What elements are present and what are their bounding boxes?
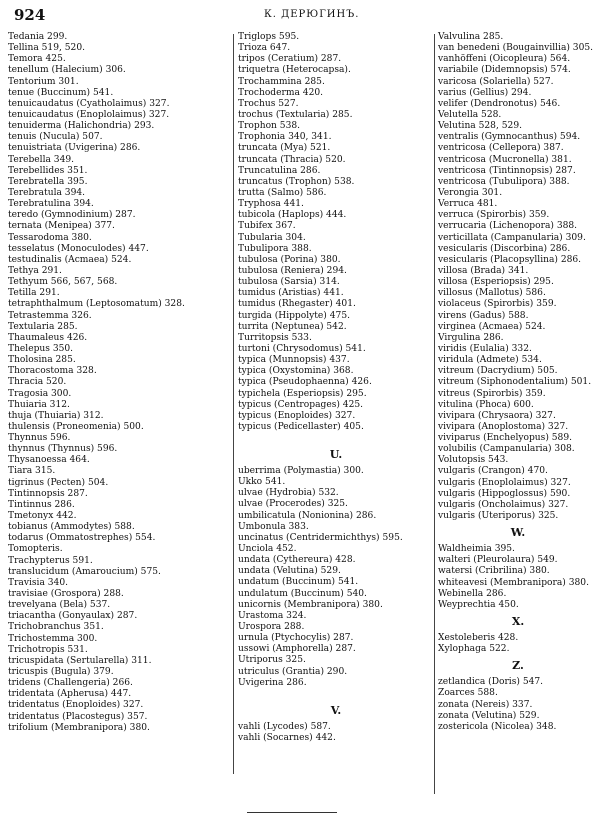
section-letter-z: Z. bbox=[512, 659, 524, 673]
entries-w bbox=[438, 544, 598, 611]
index-entry: viridis (Eulalia) 332. bbox=[438, 343, 532, 354]
entries-v bbox=[238, 722, 434, 744]
index-entry: vesicularis (Placopsyllina) 286. bbox=[438, 254, 582, 265]
index-entry: Trachypterus 591. bbox=[8, 555, 93, 566]
index-entry: tricuspidata (Sertularella) 311. bbox=[8, 655, 152, 666]
index-entry: Thuiaria 312. bbox=[8, 399, 70, 410]
index-entry: Webinella 286. bbox=[438, 588, 507, 599]
index-entry: teredo (Gymnodinium) 287. bbox=[8, 210, 136, 221]
entries-v-cont bbox=[438, 32, 598, 522]
index-entry: tricuspis (Bugula) 379. bbox=[8, 667, 114, 678]
index-entry: Tubularia 304. bbox=[238, 232, 306, 243]
index-entry: vulgaris (Enoplolaimus) 327. bbox=[438, 477, 571, 488]
index-entry: verruca (Spirorbis) 359. bbox=[438, 210, 550, 221]
index-entry: tumidus (Rhegaster) 401. bbox=[238, 299, 356, 310]
index-entry: violaceus (Spirorbis) 359. bbox=[438, 299, 557, 310]
index-entry: thynnus (Thynnus) 596. bbox=[8, 444, 118, 455]
page-header bbox=[14, 6, 586, 26]
index-entry: todarus (Ommatostrephes) 554. bbox=[8, 533, 156, 544]
index-entry: tumidus (Aristias) 441. bbox=[238, 288, 344, 299]
running-title: К. ДЕРЮГИНЪ. bbox=[264, 9, 360, 20]
section-letter-u: U. bbox=[329, 448, 343, 462]
index-entry: volubilis (Campanularia) 308. bbox=[438, 444, 575, 455]
index-entry: Tubifex 367. bbox=[238, 221, 296, 232]
index-entry: Thynnus 596. bbox=[8, 433, 71, 444]
index-entry: uncinatus (Centridermichthys) 595. bbox=[238, 532, 403, 543]
index-entry: tesselatus (Monoculodes) 447. bbox=[8, 243, 149, 254]
index-entry: Terebratulina 394. bbox=[8, 199, 94, 210]
index-entry: viridula (Admete) 534. bbox=[438, 355, 542, 366]
index-entry: viviparus (Enchelyopus) 589. bbox=[438, 433, 573, 444]
index-entry: Uvigerina 286. bbox=[238, 677, 307, 688]
index-entry: Tessarodoma 380. bbox=[8, 232, 92, 243]
index-entry: Tentorium 301. bbox=[8, 76, 79, 87]
index-entry: ventralis (Gymnocanthus) 594. bbox=[438, 132, 581, 143]
index-entry: Ukko 541. bbox=[238, 477, 286, 488]
index-entry: variabile (Didemnopsis) 574. bbox=[438, 65, 571, 76]
index-entry: zonata (Nereis) 337. bbox=[438, 699, 533, 710]
footer-rule bbox=[247, 812, 337, 813]
index-entry: typica (Oxystomina) 368. bbox=[238, 366, 354, 377]
index-entry: villosa (Brada) 341. bbox=[438, 265, 529, 276]
index-entry: turtoni (Chrysodomus) 541. bbox=[238, 343, 366, 354]
index-entry: undata (Velutina) 529. bbox=[238, 566, 341, 577]
index-entry: ulvae (Hydrobia) 532. bbox=[238, 488, 339, 499]
index-entry: Turritopsis 533. bbox=[238, 332, 312, 343]
index-entry: Tiara 315. bbox=[8, 466, 56, 477]
index-entry: Trochoderma 420. bbox=[238, 87, 324, 98]
index-entry: vitreus (Spirorbis) 359. bbox=[438, 388, 546, 399]
index-entry: Verruca 481. bbox=[438, 199, 498, 210]
index-entry: vitreum (Dacrydium) 505. bbox=[438, 366, 558, 377]
index-entry: Thoracostoma 328. bbox=[8, 366, 97, 377]
index-entry: Triglops 595. bbox=[238, 32, 300, 42]
index-entry: Terebella 349. bbox=[8, 154, 75, 165]
index-entry: urnula (Ptychocylis) 287. bbox=[238, 633, 354, 644]
index-entry: unicornis (Membranipora) 380. bbox=[238, 599, 383, 610]
index-entry: zetlandica (Doris) 547. bbox=[438, 677, 544, 688]
index-entry: Trichotropis 531. bbox=[8, 644, 88, 655]
index-entry: tubicola (Haplops) 444. bbox=[238, 210, 347, 221]
index-entry: Trophonia 340, 341. bbox=[238, 132, 332, 143]
index-entry: ventricosa (Tubulipora) 388. bbox=[438, 176, 570, 187]
index-entry: velifer (Dendronotus) 546. bbox=[438, 98, 561, 109]
index-entry: undulatum (Buccinum) 540. bbox=[238, 588, 367, 599]
index-entry: tenuis (Nucula) 507. bbox=[8, 132, 103, 143]
index-entry: umbilicatula (Nonionina) 286. bbox=[238, 510, 377, 521]
index-entry: Tmetonyx 442. bbox=[8, 511, 77, 522]
page-number: 924 bbox=[14, 6, 46, 24]
section-gap bbox=[238, 433, 434, 444]
index-entry: vulgaris (Oncholaimus) 327. bbox=[438, 499, 569, 510]
index-entry: trochus (Textularia) 285. bbox=[238, 109, 353, 120]
index-entry: Tetilla 291. bbox=[8, 288, 60, 299]
index-entry: Tragosia 300. bbox=[8, 388, 72, 399]
index-entry: villosa (Esperiopsis) 295. bbox=[438, 277, 554, 288]
index-entry: Tethyum 566, 567, 568. bbox=[8, 277, 118, 288]
index-entry: walteri (Pleurolaura) 549. bbox=[438, 555, 558, 566]
index-entry: typica (Munnopsis) 437. bbox=[238, 355, 350, 366]
index-entry: tubulosa (Reniera) 294. bbox=[238, 265, 347, 276]
index-entry: tridens (Challengeria) 266. bbox=[8, 678, 133, 689]
index-entry: watersi (Cribrilina) 380. bbox=[438, 566, 550, 577]
index-entry: Travisia 340. bbox=[8, 577, 69, 588]
index-entry: typichela (Esperiopsis) 295. bbox=[238, 388, 367, 399]
index-entry: ventricosa (Tintinnopsis) 287. bbox=[438, 165, 576, 176]
index-entry: Tetrastemma 326. bbox=[8, 310, 92, 321]
index-entry: typicus (Pedicellaster) 405. bbox=[238, 421, 364, 432]
index-entry: tenuistriata (Uvigerina) 286. bbox=[8, 143, 141, 154]
index-entry: triquetra (Heterocapsa). bbox=[238, 65, 351, 76]
index-entry: Xestoleberis 428. bbox=[438, 633, 519, 644]
index-entry: Truncatulina 286. bbox=[238, 165, 321, 176]
index-entry: vivipara (Anoplostoma) 327. bbox=[438, 421, 569, 432]
index-entry: Xylophaga 522. bbox=[438, 644, 510, 655]
index-entry: van benedeni (Bougainvillia) 305. bbox=[438, 43, 594, 54]
index-entry: vulgaris (Uteriporus) 325. bbox=[438, 511, 559, 522]
index-entry: Tomopteris. bbox=[8, 544, 63, 555]
index-entry: whiteavesi (Membranipora) 380. bbox=[438, 577, 589, 588]
index-entry: villosus (Mallotus) 586. bbox=[438, 288, 546, 299]
index-entry: vahli (Socarnes) 442. bbox=[238, 733, 336, 744]
index-entry: tenuicaudatus (Cyatholaimus) 327. bbox=[8, 98, 170, 109]
index-entry: Verongia 301. bbox=[438, 187, 503, 198]
index-entry: ventricosa (Cellepora) 387. bbox=[438, 143, 564, 154]
index-entry: verrucaria (Lichenopora) 388. bbox=[438, 221, 578, 232]
index-entry: Trochammina 285. bbox=[238, 76, 325, 87]
index-entry: tridentatus (Enoploides) 327. bbox=[8, 700, 144, 711]
section-letter-x: X. bbox=[511, 615, 525, 629]
index-entry: Textularia 285. bbox=[8, 321, 78, 332]
index-entry: vahli (Lycodes) 587. bbox=[238, 721, 331, 732]
index-entry: travisiae (Grospora) 288. bbox=[8, 589, 124, 600]
index-entry: vitulina (Phoca) 600. bbox=[438, 399, 534, 410]
index-entry: Utriporus 325. bbox=[238, 655, 306, 666]
index-entry: tenuiderma (Halichondria) 293. bbox=[8, 121, 155, 132]
index-entry: zonata (Velutina) 529. bbox=[438, 710, 540, 721]
section-gap bbox=[238, 689, 434, 700]
index-entry: Urastoma 324. bbox=[238, 610, 307, 621]
index-column-2 bbox=[238, 32, 434, 744]
index-entry: tenue (Buccinum) 541. bbox=[8, 87, 114, 98]
index-entry: ventricosa (Mucronella) 381. bbox=[438, 154, 572, 165]
index-entry: truncata (Thracia) 520. bbox=[238, 154, 346, 165]
index-entry: Tryphosa 441. bbox=[238, 199, 304, 210]
index-entry: Tholosina 285. bbox=[8, 355, 76, 366]
index-entry: tenuicaudatus (Enoplolaimus) 327. bbox=[8, 109, 170, 120]
index-entry: ulvae (Procerodes) 325. bbox=[238, 499, 348, 510]
index-entry: tenellum (Halecium) 306. bbox=[8, 65, 126, 76]
index-entry: trutta (Salmo) 586. bbox=[238, 187, 327, 198]
index-entry: Tethya 291. bbox=[8, 265, 62, 276]
index-entry: uberrima (Polymastia) 300. bbox=[238, 466, 364, 477]
index-entry: Velutella 528. bbox=[438, 109, 502, 120]
index-entry: tobianus (Ammodytes) 588. bbox=[8, 522, 135, 533]
index-entry: Unciola 452. bbox=[238, 544, 297, 555]
index-entry: testudinalis (Acmaea) 524. bbox=[8, 254, 132, 265]
index-entry: Tintinnopsis 287. bbox=[8, 488, 88, 499]
entries-t bbox=[238, 32, 434, 433]
index-entry: Temora 425. bbox=[8, 54, 66, 65]
index-entry: Velutina 528, 529. bbox=[438, 121, 522, 132]
section-letter-v: V. bbox=[330, 703, 342, 717]
index-entry: Tintinnus 286. bbox=[8, 499, 75, 510]
index-entry: typica (Pseudophaenna) 426. bbox=[238, 377, 372, 388]
index-entry: Trichobranchus 351. bbox=[8, 622, 104, 633]
index-entry: verticillata (Campanularia) 309. bbox=[438, 232, 586, 243]
index-entry: Volutopsis 543. bbox=[438, 455, 509, 466]
index-entry: Virgulina 286. bbox=[438, 332, 504, 343]
column-divider bbox=[233, 34, 234, 774]
index-entry: Thaumaleus 426. bbox=[8, 332, 88, 343]
index-entry: vulgaris (Crangon) 470. bbox=[438, 466, 548, 477]
index-entry: Valvulina 285. bbox=[438, 32, 504, 42]
index-entry: varius (Gellius) 294. bbox=[438, 87, 532, 98]
index-entry: utriculus (Grantia) 290. bbox=[238, 666, 348, 677]
index-entry: Trochus 527. bbox=[238, 98, 299, 109]
index-entry: tridentatus (Placostegus) 357. bbox=[8, 711, 148, 722]
index-entry: zostericola (Nicolea) 348. bbox=[438, 721, 557, 732]
entries-z bbox=[438, 677, 598, 733]
index-entry: Waldheimia 395. bbox=[438, 544, 515, 555]
entries-x bbox=[438, 633, 598, 655]
index-entry: tubulosa (Sarsia) 314. bbox=[238, 277, 340, 288]
entries-u bbox=[238, 466, 434, 689]
index-entry: Tellina 519, 520. bbox=[8, 43, 86, 54]
index-entry: Umbonula 383. bbox=[238, 521, 309, 532]
index-entry: turgida (Hippolyte) 475. bbox=[238, 310, 350, 321]
index-entry: Terebratella 395. bbox=[8, 176, 88, 187]
index-entry: Terebratula 394. bbox=[8, 187, 86, 198]
index-entry: Tubulipora 388. bbox=[238, 243, 312, 254]
index-entry: tripos (Ceratium) 287. bbox=[238, 54, 342, 65]
index-entry: undata (Cythereura) 428. bbox=[238, 555, 356, 566]
index-entry: truncata (Mya) 521. bbox=[238, 143, 331, 154]
index-entry: undatum (Buccinum) 541. bbox=[238, 577, 359, 588]
index-column-1 bbox=[8, 32, 230, 734]
index-entry: typicus (Enoploides) 327. bbox=[238, 410, 356, 421]
index-entry: tetraphthalmum (Leptosomatum) 328. bbox=[8, 299, 185, 310]
index-entry: virens (Gadus) 588. bbox=[438, 310, 529, 321]
index-entry: Tedania 299. bbox=[8, 32, 68, 42]
index-entry: trevelyana (Bela) 537. bbox=[8, 600, 111, 611]
index-entry: vulgaris (Hippoglossus) 590. bbox=[438, 488, 571, 499]
index-entry: vesicularis (Discorbina) 286. bbox=[438, 243, 571, 254]
index-entry: Zoarces 588. bbox=[438, 688, 498, 699]
index-entry: Thelepus 350. bbox=[8, 343, 74, 354]
index-entry: ussowi (Amphorella) 287. bbox=[238, 644, 356, 655]
index-entry: triacantha (Gonyaulax) 287. bbox=[8, 611, 138, 622]
index-entry: typicus (Centropages) 425. bbox=[238, 399, 364, 410]
index-entry: turrita (Neptunea) 542. bbox=[238, 321, 347, 332]
index-entry: ternata (Menipea) 377. bbox=[8, 221, 115, 232]
index-entry: virginea (Acmaea) 524. bbox=[438, 321, 546, 332]
index-entry: tridentata (Apherusa) 447. bbox=[8, 689, 132, 700]
index-entry: thulensis (Proneomenia) 500. bbox=[8, 421, 144, 432]
index-entry: trifolium (Membranipora) 380. bbox=[8, 722, 150, 733]
index-entry: Trioza 647. bbox=[238, 43, 291, 54]
index-entry: Weyprechtia 450. bbox=[438, 599, 519, 610]
index-entry: translucidum (Amaroucium) 575. bbox=[8, 566, 161, 577]
index-entry: vanhöffeni (Oicopleura) 564. bbox=[438, 54, 571, 65]
index-entry: Thysanoessa 464. bbox=[8, 455, 90, 466]
index-entry: Terebellides 351. bbox=[8, 165, 88, 176]
index-entry: vitreum (Siphonodentalium) 501. bbox=[438, 377, 592, 388]
index-entry: tigrinus (Pecten) 504. bbox=[8, 477, 109, 488]
index-entry: tubulosa (Porina) 380. bbox=[238, 254, 341, 265]
index-entry: vivipara (Chrysaora) 327. bbox=[438, 410, 556, 421]
index-entry: Thracia 520. bbox=[8, 377, 67, 388]
index-entry: Trophon 538. bbox=[238, 121, 301, 132]
index-entry: truncatus (Trophon) 538. bbox=[238, 176, 355, 187]
index-entry: varicosa (Solariella) 527. bbox=[438, 76, 554, 87]
section-letter-w: W. bbox=[510, 526, 526, 540]
column-divider bbox=[434, 34, 435, 794]
index-entry: thuja (Thuiaria) 312. bbox=[8, 410, 104, 421]
index-entry: Urospora 288. bbox=[238, 622, 305, 633]
index-column-3 bbox=[438, 32, 598, 733]
index-entry: Trichostemma 300. bbox=[8, 633, 98, 644]
